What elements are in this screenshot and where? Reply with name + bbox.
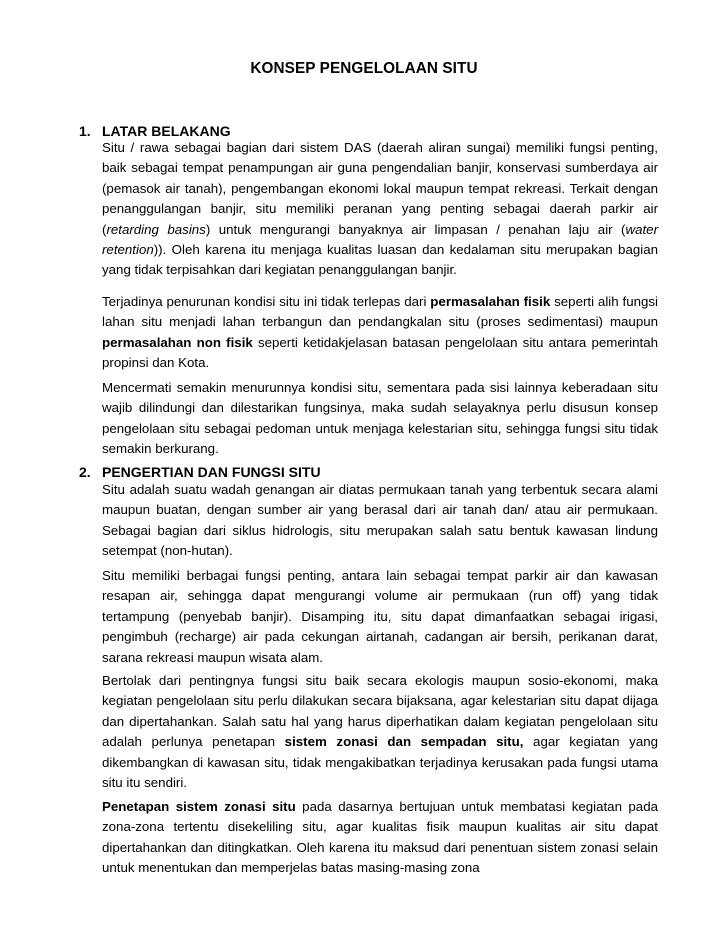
paragraph-pengertian-4: Penetapan sistem zonasi situ pada dasarnya bertujuan untuk membatasi kegiatan pada zona-zona tertentu disekeliling situ, agar kualitas fisik maupun kualitas air situ dapat dipertahankan dan ditingkatkan. Oleh karena itu maksud dari penentuan sistem zonasi selain untuk menentukan dan memperjelas batas masing-masing zona — [102, 799, 658, 876]
section-number: 2. — [79, 464, 91, 480]
paragraph-pengertian-3: Bertolak dari pentingnya fungsi situ baik secara ekologis maupun sosio-ekonomi, maka kegiatan pengelolaan situ perlu dilakukan secara bijaksana, agar kelestarian situ dapat dijaga dan dipertahankan. Salah satu hal yang harus diperhatikan dalam kegiatan pengelolaan situ adalah perlunya penetapan sistem zonasi dan sempadan situ, agar kegiatan yang dikembangkan di kawasan situ, tidak mengakibatkan terjadinya kerusakan pada fungsi utama situ itu sendiri. — [102, 673, 659, 791]
section-number: 1. — [79, 123, 91, 139]
bold-term: permasalahan fisik — [430, 294, 551, 309]
paragraph-latar-belakang-1: Situ / rawa sebagai bagian dari sistem DAS (daerah aliran sungai) memiliki fungsi penting, baik sebagai tempat penampungan air guna pengendalian banjir, konservasi sumberdaya air (pemasok air tanah), pengembangan ekonomi lokal maupun tempat rekreasi. Terkait dengan penanggulangan banjir, situ memiliki peranan yang penting sebagai daerah parkir air (retarding basins) untuk mengurangi banyaknya air limpasan / penahan laju air (water retention)). Oleh karena itu menjaga kualitas luasan dan kedalaman situ merupakan bagian yang tidak terpisahkan dari kegiatan penanggulangan banjir. — [102, 140, 658, 278]
italic-term: retarding basins — [106, 221, 206, 237]
paragraph-latar-belakang-3: Mencermati semakin menurunnya kondisi situ, sementara pada sisi lainnya keberadaan situ wajib dilindungi dan dilestarikan fungsinya, maka sudah selayaknya perlu disusun konsep pengelolaan situ sebagai pedoman untuk menjaga kelestarian situ, sehingga fungsi situ tidak semakin berkurang. — [102, 380, 658, 457]
bold-term: sistem zonasi dan sempadan situ, — [284, 734, 524, 750]
paragraph-latar-belakang-2: Terjadinya penurunan kondisi situ ini tidak terlepas dari permasalahan fisik seperti alih fungsi lahan situ menjadi lahan terbangun dan pendangkalan situ (proses sedimentasi) maupun permasalahan non fisik seperti ketidakjelasan batasan pengelolaan situ antara pemerintah propinsi dan Kota. — [102, 294, 659, 371]
section-heading-pengertian-fungsi: PENGERTIAN DAN FUNGSI SITU — [102, 464, 321, 480]
document-title: KONSEP PENGELOLAAN SITU — [250, 60, 478, 77]
paragraph-pengertian-2: Situ memiliki berbagai fungsi penting, antara lain sebagai tempat parkir air dan kawasan resapan air, sehingga dapat mengurangi volume air permukaan (run off) yang tidak tertampung (penyebab banjir). Disamping itu, situ dapat dimanfaatkan sebagai irigasi, pengimbuh (recharge) air pada cekungan airtanah, cadangan air bersih, perikanan darat, sarana rekreasi maupun wisata alam. — [102, 568, 658, 665]
section-heading-latar-belakang: LATAR BELAKANG — [102, 123, 231, 139]
bold-term: Penetapan sistem zonasi situ — [102, 799, 296, 814]
italic-term: water retention — [102, 221, 658, 258]
paragraph-pengertian-1: Situ adalah suatu wadah genangan air diatas permukaan tanah yang terbentuk secara alami maupun buatan, dengan sumber air yang berasal dari air tanah dan/ atau air permukaan. Sebagai bagian dari siklus hidrologis, situ merupakan salah satu bentuk kawasan lindung setempat (non-hutan). — [102, 482, 658, 559]
bold-term: permasalahan non fisik — [102, 334, 253, 350]
